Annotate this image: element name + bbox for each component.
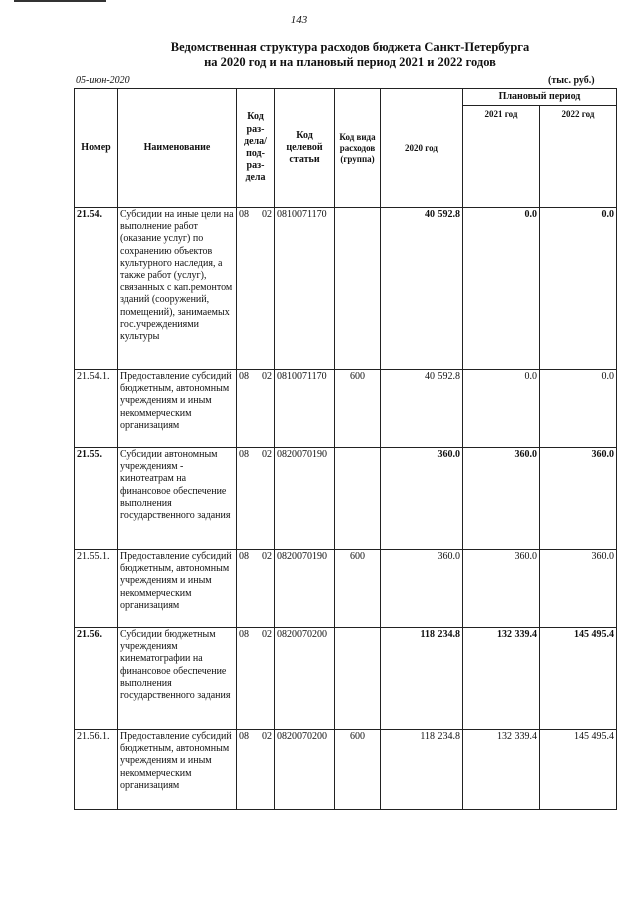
row-2021: 0.0 <box>463 370 540 448</box>
row-number: 21.56. <box>75 628 118 730</box>
title-line-2: на 2020 год и на плановый период 2021 и 2022 годов <box>204 55 496 69</box>
title-line-1: Ведомственная структура расходов бюджета Санкт-Петербурга <box>170 40 530 54</box>
row-name: Предоставление субсидий бюджетным, автономным учреждениям и иным некоммерческим организациям <box>118 730 237 810</box>
table-row <box>75 730 617 810</box>
table-row <box>75 370 617 448</box>
row-section <box>237 370 275 448</box>
section-code: 08 <box>239 731 249 742</box>
row-2021: 132 339.4 <box>463 730 540 810</box>
row-2021: 360.0 <box>463 448 540 550</box>
table-row <box>75 628 617 730</box>
row-number: 21.55.1. <box>75 550 118 628</box>
document-date: 05-июн-2020 <box>76 75 130 86</box>
row-2020: 40 592.8 <box>381 208 463 370</box>
row-number: 21.55. <box>75 448 118 550</box>
row-2021: 132 339.4 <box>463 628 540 730</box>
header-name: Наименование <box>118 89 237 208</box>
row-name: Предоставление субсидий бюджетным, автономным учреждениям и иным некоммерческим организациям <box>118 550 237 628</box>
row-target: 0820070200 <box>275 628 335 730</box>
row-group <box>335 208 381 370</box>
header-2020: 2020 год <box>381 89 463 208</box>
subsection-code: 02 <box>262 551 272 562</box>
section-code: 08 <box>239 371 249 382</box>
header-planned-period: Плановый период <box>463 89 617 106</box>
subsection-code: 02 <box>262 209 272 220</box>
row-section <box>237 730 275 810</box>
document-title <box>60 40 640 70</box>
section-code: 08 <box>239 551 249 562</box>
table-row <box>75 448 617 550</box>
row-group: 600 <box>335 370 381 448</box>
row-name: Субсидии бюджетным учреждениям кинематографии на финансовое обеспечение выполнения государственного задания <box>118 628 237 730</box>
subsection-code: 02 <box>262 629 272 640</box>
header-row <box>75 89 617 106</box>
row-2021: 0.0 <box>463 208 540 370</box>
row-section <box>237 628 275 730</box>
header-expense-type: Код вида расходов (группа) <box>335 89 381 208</box>
header-2022: 2022 год <box>540 106 617 208</box>
table-row <box>75 208 617 370</box>
page-number: 143 <box>290 14 308 26</box>
row-name: Субсидии на иные цели на выполнение работ (оказание услуг) по сохранению объектов культурного наследия, а также работ (услуг), связанных с кап.ремонтом зданий (сооружений, помещений), занимаемых гос.учреждениями культуры <box>118 208 237 370</box>
subsection-code: 02 <box>262 449 272 460</box>
row-number: 21.56.1. <box>75 730 118 810</box>
subsection-code: 02 <box>262 371 272 382</box>
row-number: 21.54.1. <box>75 370 118 448</box>
header-2021: 2021 год <box>463 106 540 208</box>
units-label: (тыс. руб.) <box>548 75 595 86</box>
section-code: 08 <box>239 209 249 220</box>
row-name: Предоставление субсидий бюджетным, автономным учреждениям и иным некоммерческим организациям <box>118 370 237 448</box>
section-code: 08 <box>239 449 249 460</box>
row-target: 0810071170 <box>275 208 335 370</box>
row-2020: 360.0 <box>381 550 463 628</box>
row-group: 600 <box>335 550 381 628</box>
row-section <box>237 208 275 370</box>
row-section <box>237 448 275 550</box>
row-target: 0820070190 <box>275 448 335 550</box>
row-2022: 0.0 <box>540 370 617 448</box>
row-group <box>335 448 381 550</box>
subsection-code: 02 <box>262 731 272 742</box>
header-section: Код раз-дела/ под-раз-дела <box>237 89 275 208</box>
row-group <box>335 628 381 730</box>
row-2022: 360.0 <box>540 448 617 550</box>
row-section <box>237 550 275 628</box>
budget-table <box>74 88 617 810</box>
row-2020: 40 592.8 <box>381 370 463 448</box>
row-2022: 145 495.4 <box>540 628 617 730</box>
table-row <box>75 550 617 628</box>
row-2021: 360.0 <box>463 550 540 628</box>
row-name: Субсидии автономным учреждениям - кинотеатрам на финансовое обеспечение выполнения государственного задания <box>118 448 237 550</box>
section-code: 08 <box>239 629 249 640</box>
row-target: 0810071170 <box>275 370 335 448</box>
row-target: 0820070190 <box>275 550 335 628</box>
row-2020: 360.0 <box>381 448 463 550</box>
top-rule <box>14 0 106 2</box>
row-2020: 118 234.8 <box>381 628 463 730</box>
header-target: Код целевой статьи <box>275 89 335 208</box>
row-2022: 145 495.4 <box>540 730 617 810</box>
row-2022: 360.0 <box>540 550 617 628</box>
row-target: 0820070200 <box>275 730 335 810</box>
row-number: 21.54. <box>75 208 118 370</box>
row-group: 600 <box>335 730 381 810</box>
row-2022: 0.0 <box>540 208 617 370</box>
row-2020: 118 234.8 <box>381 730 463 810</box>
header-number: Номер <box>75 89 118 208</box>
